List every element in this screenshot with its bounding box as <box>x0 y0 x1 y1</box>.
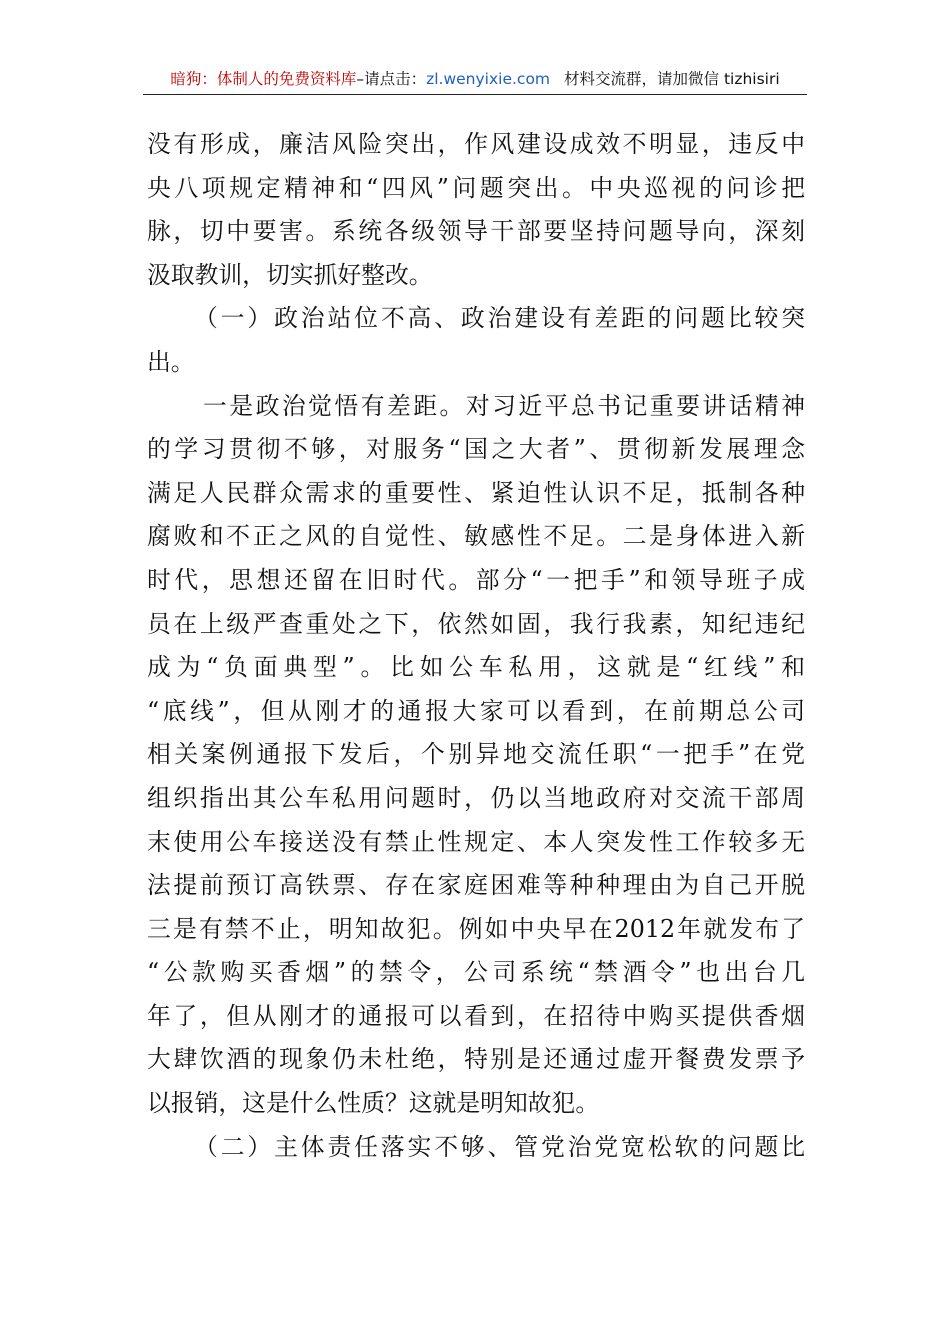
body-line: “公款购买香烟”的禁令，公司系统“禁酒令”也出台几 <box>147 958 805 987</box>
header-url-link[interactable]: zl.wenyixie.com <box>426 70 551 88</box>
header-wechat-note: 材料交流群，请加微信 tizhisiri <box>564 70 780 88</box>
header-click-prompt: –请点击： <box>356 70 427 88</box>
body-line: 相关案例通报下发后，个别异地交流任职“一把手”在党 <box>147 740 805 769</box>
body-line: 没有形成，廉洁风险突出，作风建设成效不明显，违反中 <box>147 130 805 158</box>
header-site-name: 暗狗：体制人的免费资料库 <box>170 70 357 88</box>
body-line: 腐败和不正之风的自觉性、敏感性不足。二是身体进入新 <box>147 522 805 551</box>
body-line: 大肆饮酒的现象仍未杜绝，特别是还通过虚开餐费发票予 <box>147 1045 805 1074</box>
body-line: 三是有禁不止，明知故犯。例如中央早在2012年就发布了 <box>147 914 805 943</box>
body-line: 末使用公车接送没有禁止性规定、本人突发性工作较多无 <box>147 827 805 856</box>
body-line: 满足人民群众需求的重要性、紧迫性认识不足，抵制各种 <box>147 478 805 507</box>
body-line: 脉，切中要害。系统各级领导干部要坚持问题导向，深刻 <box>147 217 805 246</box>
body-line: 法提前预订高铁票、存在家庭困难等种种理由为自己开脱 <box>147 871 805 900</box>
body-line: 成为“负面典型”。比如公车私用，这就是“红线”和 <box>147 653 805 682</box>
section-heading-2: （二）主体责任落实不够、管党治党宽松软的问题比 <box>194 1132 805 1161</box>
body-line: 年了，但从刚才的通报可以看到，在招待中购买提供香烟 <box>147 1001 805 1030</box>
section-heading-1: （一）政治站位不高、政治建设有差距的问题比较突 <box>194 304 805 333</box>
page-header <box>143 64 807 95</box>
body-line: 汲取教训，切实抓好整改。 <box>147 260 433 289</box>
body-line: 的学习贯彻不够，对服务“国之大者”、贯彻新发展理念 <box>147 435 805 464</box>
body-line: 时代，思想还留在旧时代。部分“一把手”和领导班子成 <box>147 565 805 594</box>
body-line: “底线”，但从刚才的通报大家可以看到，在前期总公司 <box>147 696 805 725</box>
body-line: 员在上级严查重处之下，依然如固，我行我素，知纪违纪 <box>147 609 805 638</box>
document-body <box>147 123 805 1169</box>
body-line: 央八项规定精神和“四风”问题突出。中央巡视的问诊把 <box>147 173 805 202</box>
body-line: 组织指出其公车私用问题时，仍以当地政府对交流干部周 <box>147 783 805 812</box>
section-heading-1-cont: 出。 <box>147 347 195 376</box>
body-line: 以报销，这是什么性质？这就是明知故犯。 <box>147 1089 600 1118</box>
body-line: 一是政治觉悟有差距。对习近平总书记重要讲话精神 <box>203 391 805 420</box>
